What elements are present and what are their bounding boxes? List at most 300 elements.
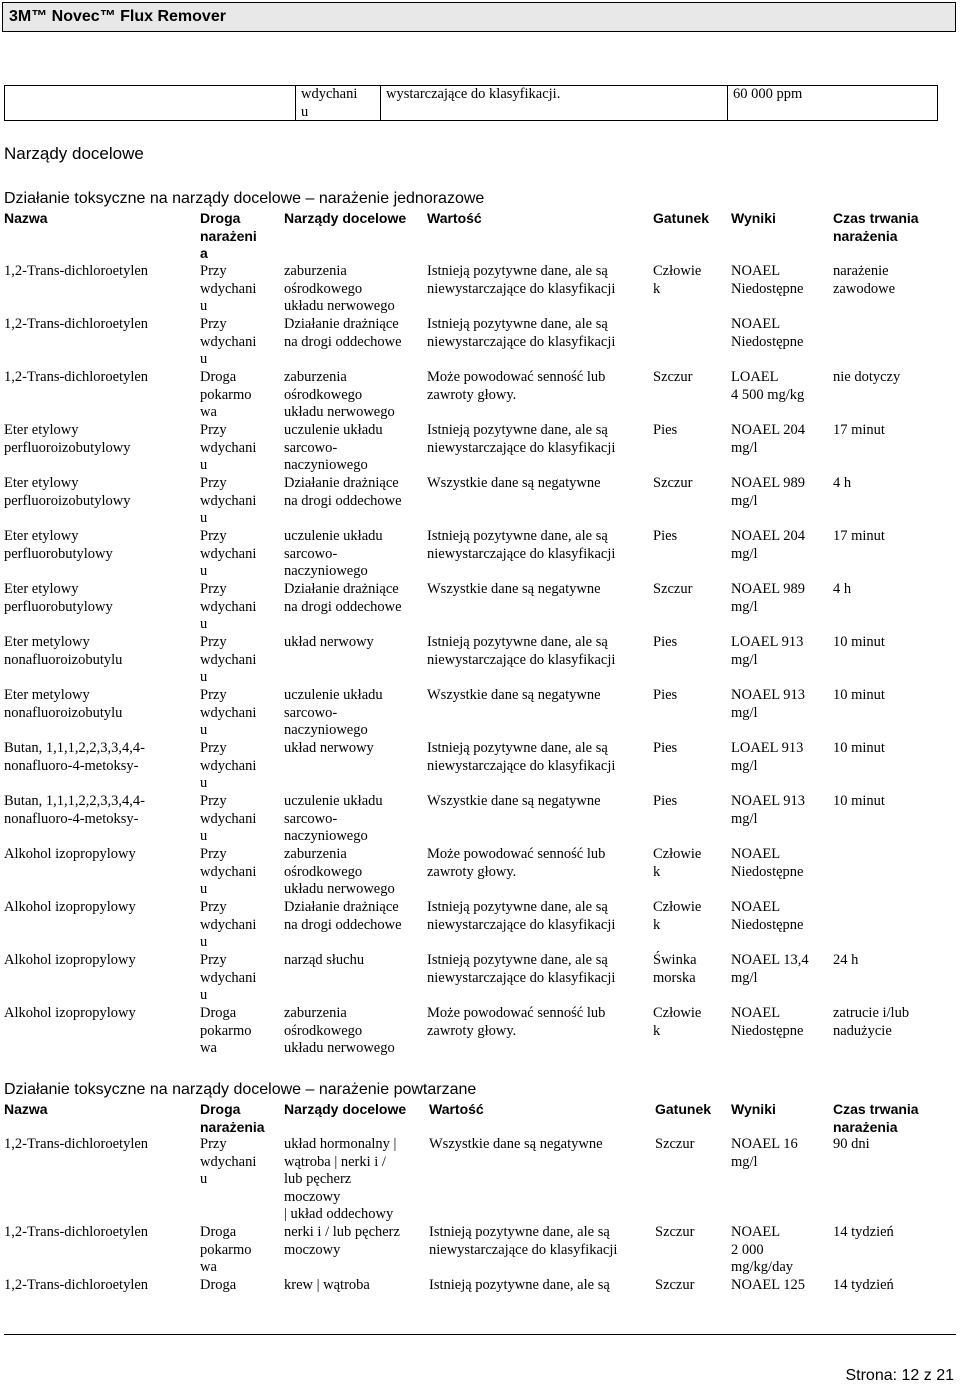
cell-text: zaburzenia ośrodkowego układu nerwowego <box>284 263 395 314</box>
cell-duration <box>833 740 954 793</box>
cell-text: Działanie drażniące na drogi oddechowe <box>284 581 402 615</box>
cell-name <box>4 1277 200 1297</box>
cell-text: 1,2-Trans-dichloroetylen <box>4 263 149 279</box>
cell-text: Może powodować senność lub zawroty głowy. <box>427 846 606 880</box>
cell-target-organ <box>284 1136 429 1224</box>
header-label: Wartość <box>427 210 482 226</box>
header-label: Czas trwania narażenia <box>833 210 919 244</box>
cell-text: 1,2-Trans-dichloroetylen <box>4 316 149 332</box>
cell-text: Droga pokarmo wa <box>200 1005 252 1056</box>
footer-divider <box>4 1334 956 1335</box>
table-row <box>4 581 954 634</box>
cell-text: Wszystkie dane są negatywne <box>429 1136 603 1152</box>
table-row <box>4 846 954 899</box>
cell-text: Istnieją pozytywne dane, ale są niewystarczające do klasyfikacji <box>427 528 616 562</box>
cell-text: Alkohol izopropylowy <box>4 846 136 862</box>
header-label: Wartość <box>429 1101 484 1117</box>
cell-text: uczulenie układu sarcowo- naczyniowego <box>284 793 383 844</box>
cell-duration <box>833 369 954 422</box>
cell-duration <box>833 793 954 846</box>
cell-duration <box>833 1136 954 1224</box>
cell-text: Przy wdychani u <box>200 634 257 685</box>
cell-name <box>4 263 200 316</box>
cell-result <box>731 899 833 952</box>
cell-text: Szczur <box>653 475 693 491</box>
cell-value <box>427 899 653 952</box>
cell-text: NOAEL Niedostępne <box>731 263 804 297</box>
header-route <box>200 1101 284 1136</box>
header-name <box>4 210 200 263</box>
cell-name <box>4 634 200 687</box>
cell-name <box>4 316 200 369</box>
single-exposure-title: Działanie toksyczne na narządy docelowe – narażenie jednorazowe <box>4 190 485 207</box>
cell-route <box>200 952 284 1005</box>
cell-route <box>200 528 284 581</box>
cell-text: Droga pokarmo wa <box>200 369 252 420</box>
cell-text: 10 minut <box>833 793 885 809</box>
cell-text: zaburzenia ośrodkowego układu nerwowego <box>284 1005 395 1056</box>
cell-duration <box>833 475 954 528</box>
cell-route <box>200 899 284 952</box>
header-result <box>731 1101 833 1136</box>
cell-text: NOAEL 2 000 mg/kg/day <box>731 1224 794 1275</box>
cell-species <box>653 846 731 899</box>
cell-species <box>655 1277 731 1297</box>
cell-text: Eter metylowy nonafluoroizobutylu <box>4 687 123 721</box>
cell-text: 1,2-Trans-dichloroetylen <box>4 1277 149 1293</box>
cell-text: NOAEL Niedostępne <box>731 899 804 933</box>
header-label: Wyniki <box>731 210 776 226</box>
cell-text: Człowie k <box>653 846 702 880</box>
table-row <box>4 528 954 581</box>
cell-text: Przy wdychani u <box>200 952 257 1003</box>
cell-name <box>4 899 200 952</box>
single-exposure-table <box>4 210 954 1058</box>
cell-text: Może powodować senność lub zawroty głowy. <box>427 1005 606 1039</box>
cell-text: Przy wdychani u <box>200 740 257 791</box>
document-title: 3M™ Novec™ Flux Remover <box>9 8 226 25</box>
cell-text: Szczur <box>653 581 693 597</box>
cell-text: układ nerwowy <box>284 634 374 650</box>
page-number: Strona: 12 z 21 <box>845 1367 954 1384</box>
cell-route <box>200 740 284 793</box>
cell-target-organ <box>284 1277 429 1297</box>
cell-text: narząd słuchu <box>284 952 365 968</box>
cell-route <box>200 369 284 422</box>
cell-route <box>200 581 284 634</box>
cell-name <box>4 740 200 793</box>
cell-text: Działanie drażniące na drogi oddechowe <box>284 475 402 509</box>
header-duration <box>833 1101 954 1136</box>
cell-duration <box>833 528 954 581</box>
table-row <box>4 952 954 1005</box>
cell-text: Eter metylowy nonafluoroizobutylu <box>4 634 123 668</box>
cell-name <box>4 528 200 581</box>
table-row <box>4 793 954 846</box>
cell-text: NOAEL 913 mg/l <box>731 687 805 721</box>
cell-route <box>200 1005 284 1058</box>
cell-species <box>653 1005 731 1058</box>
cell-text: Wszystkie dane są negatywne <box>427 475 601 491</box>
cell-text: Przy wdychani u <box>200 316 257 367</box>
cell-text: Eter etylowy perfluoroizobutylowy <box>4 475 131 509</box>
cell-text: Eter etylowy perfluoroizobutylowy <box>4 422 131 456</box>
cell-text: Przy wdychani u <box>200 422 257 473</box>
cell-species <box>655 1136 731 1224</box>
cell-text: 17 minut <box>833 422 885 438</box>
cell-result <box>731 475 833 528</box>
cell-duration <box>833 687 954 740</box>
cell-result <box>731 528 833 581</box>
cell-route <box>200 634 284 687</box>
cell-text: Alkohol izopropylowy <box>4 952 136 968</box>
cell-target-organ <box>284 263 427 316</box>
cell-value <box>427 634 653 687</box>
cell-duration <box>833 316 954 369</box>
header-result <box>731 210 833 263</box>
header-label: Nazwa <box>4 1101 48 1117</box>
cell-duration <box>833 1005 954 1058</box>
cell-species <box>653 793 731 846</box>
cell-text: 24 h <box>833 952 859 968</box>
cell-text: 1,2-Trans-dichloroetylen <box>4 1136 149 1152</box>
cell-text: 14 tydzień <box>833 1224 894 1240</box>
cell-text: Alkohol izopropylowy <box>4 1005 136 1021</box>
cell-value <box>429 1277 655 1297</box>
table-row <box>4 1277 954 1297</box>
cell-text: nie dotyczy <box>833 369 901 385</box>
cell-species <box>653 740 731 793</box>
cell-text: NOAEL 989 mg/l <box>731 475 805 509</box>
cell-text: Przy wdychani u <box>200 687 257 738</box>
cell-text: Szczur <box>655 1224 695 1240</box>
cell-text: Człowie k <box>653 263 702 297</box>
cell-text: Wszystkie dane są negatywne <box>427 687 601 703</box>
cell-name <box>4 846 200 899</box>
cell-value <box>427 793 653 846</box>
cell-name <box>4 422 200 475</box>
cell-target-organ <box>284 740 427 793</box>
header-label: Narządy docelowe <box>284 1101 407 1117</box>
cell-target-organ <box>284 846 427 899</box>
table-header-row <box>4 1101 954 1136</box>
cell-text: Szczur <box>655 1136 695 1152</box>
cell-species <box>655 1224 731 1277</box>
cell-text: Pies <box>653 740 678 756</box>
cell-route <box>200 793 284 846</box>
cell-duration <box>833 422 954 475</box>
table-row <box>4 316 954 369</box>
header-label: Czas trwania narażenia <box>833 1101 919 1135</box>
cell-result <box>731 952 833 1005</box>
cell-duration <box>833 899 954 952</box>
cell-result <box>731 369 833 422</box>
cell-target-organ <box>284 793 427 846</box>
cell-text: zaburzenia ośrodkowego układu nerwowego <box>284 846 395 897</box>
cell-target-organ <box>284 475 427 528</box>
cell-text: Istnieją pozytywne dane, ale są niewystarczające do klasyfikacji <box>427 952 616 986</box>
cell-species <box>653 475 731 528</box>
cell-text: 10 minut <box>833 740 885 756</box>
header-species <box>653 210 731 263</box>
cell-text: 10 minut <box>833 687 885 703</box>
repeated-exposure-table <box>4 1101 954 1297</box>
cell-value <box>427 740 653 793</box>
cell-text: Istnieją pozytywne dane, ale są niewystarczające do klasyfikacji <box>427 740 616 774</box>
column-divider <box>380 86 381 120</box>
cell-value <box>427 1005 653 1058</box>
cell-text: układ nerwowy <box>284 740 374 756</box>
cell-text: Pies <box>653 687 678 703</box>
cell-text: LOAEL 913 mg/l <box>731 740 804 774</box>
cell-text: Butan, 1,1,1,2,2,3,3,4,4- nonafluoro-4-metoksy- <box>4 793 145 827</box>
table-row <box>4 1136 954 1224</box>
cell-route <box>200 1136 284 1224</box>
cell-result <box>731 1277 833 1297</box>
cell-name <box>4 793 200 846</box>
header-label: Wyniki <box>731 1101 776 1117</box>
cell-target-organ <box>284 528 427 581</box>
cell-text: Może powodować senność lub zawroty głowy. <box>427 369 606 403</box>
header-label: Narządy docelowe <box>284 210 407 226</box>
cell-value <box>427 316 653 369</box>
table-row <box>4 687 954 740</box>
cell-value <box>427 369 653 422</box>
header-value <box>429 1101 655 1136</box>
cell-name <box>4 1005 200 1058</box>
cell-text: LOAEL 913 mg/l <box>731 634 804 668</box>
cell-text: Przy wdychani u <box>200 793 257 844</box>
cell-text: 90 dni <box>833 1136 870 1152</box>
cell-name <box>4 581 200 634</box>
cell-target-organ <box>284 369 427 422</box>
cell-text: 14 tydzień <box>833 1277 894 1293</box>
cell-text: Pies <box>653 422 678 438</box>
cell-text: Pies <box>653 634 678 650</box>
cell-text: Istnieją pozytywne dane, ale są niewystarczające do klasyfikacji <box>427 263 616 297</box>
cell-name <box>4 475 200 528</box>
cell-name <box>4 1136 200 1224</box>
cell-text: NOAEL Niedostępne <box>731 316 804 350</box>
cell-text: NOAEL 13,4 mg/l <box>731 952 809 986</box>
cell-result <box>731 581 833 634</box>
cell-text: Pies <box>653 528 678 544</box>
cell-text: Przy wdychani u <box>200 528 257 579</box>
cell-duration <box>833 1277 954 1297</box>
cell-result <box>731 634 833 687</box>
cell-target-organ <box>284 1005 427 1058</box>
cell-value <box>427 528 653 581</box>
table-row <box>4 1005 954 1058</box>
table-row <box>4 263 954 316</box>
cell-text: zaburzenia ośrodkowego układu nerwowego <box>284 369 395 420</box>
cell-text: Przy wdychani u <box>200 475 257 526</box>
value-cell: wystarczające do klasyfikacji. <box>386 86 561 102</box>
cell-target-organ <box>284 899 427 952</box>
cell-result <box>731 263 833 316</box>
cell-text: NOAEL 16 mg/l <box>731 1136 798 1170</box>
cell-text: Istnieją pozytywne dane, ale są <box>429 1277 610 1293</box>
cell-species <box>653 581 731 634</box>
cell-duration <box>833 634 954 687</box>
cell-text: Przy wdychani u <box>200 581 257 632</box>
table-row <box>4 369 954 422</box>
cell-text: Eter etylowy perfluorobutylowy <box>4 528 113 562</box>
repeated-exposure-title: Działanie toksyczne na narządy docelowe – narażenie powtarzane <box>4 1081 477 1098</box>
cell-text: układ hormonalny | wątroba | nerki i / lub pęcherz moczowy | układ oddechowy <box>284 1136 397 1222</box>
cell-value <box>427 263 653 316</box>
cell-target-organ <box>284 634 427 687</box>
cell-text: uczulenie układu sarcowo- naczyniowego <box>284 687 383 738</box>
cell-text: Przy wdychani u <box>200 1136 257 1187</box>
header-duration <box>833 210 954 263</box>
cell-result <box>731 422 833 475</box>
cell-result <box>731 1136 833 1224</box>
cell-name <box>4 1224 200 1277</box>
cell-name <box>4 952 200 1005</box>
cell-text: 1,2-Trans-dichloroetylen <box>4 1224 149 1240</box>
cell-value <box>427 422 653 475</box>
cell-route <box>200 1224 284 1277</box>
header-label: Droga narażeni a <box>200 210 257 261</box>
cell-text: Wszystkie dane są negatywne <box>427 581 601 597</box>
result-cell: 60 000 ppm <box>733 86 803 102</box>
cell-text: Świnka morska <box>653 952 697 986</box>
cell-result <box>731 316 833 369</box>
cell-result <box>731 846 833 899</box>
cell-route <box>200 316 284 369</box>
table-row <box>4 740 954 793</box>
cell-text: NOAEL 913 mg/l <box>731 793 805 827</box>
cell-species <box>653 687 731 740</box>
cell-text: 1,2-Trans-dichloroetylen <box>4 369 149 385</box>
cell-text: Butan, 1,1,1,2,2,3,3,4,4- nonafluoro-4-metoksy- <box>4 740 145 774</box>
cell-species <box>653 528 731 581</box>
cell-text: Alkohol izopropylowy <box>4 899 136 915</box>
cell-route <box>200 263 284 316</box>
cell-text: Istnieją pozytywne dane, ale są niewystarczające do klasyfikacji <box>427 634 616 668</box>
header-label: Nazwa <box>4 210 48 226</box>
cell-text: Istnieją pozytywne dane, ale są niewystarczające do klasyfikacji <box>429 1224 618 1258</box>
header-label: Gatunek <box>655 1101 712 1117</box>
cell-text: Eter etylowy perfluorobutylowy <box>4 581 113 615</box>
table-header-row <box>4 210 954 263</box>
cell-species <box>653 316 731 369</box>
cell-route <box>200 687 284 740</box>
cell-text: nerki i / lub pęcherz moczowy <box>284 1224 400 1258</box>
cell-result <box>731 793 833 846</box>
header-name <box>4 1101 200 1136</box>
cell-species <box>653 634 731 687</box>
cell-species <box>653 899 731 952</box>
cell-duration <box>833 846 954 899</box>
cell-text: krew | wątroba <box>284 1277 370 1293</box>
cell-target-organ <box>284 316 427 369</box>
document-header-bar <box>2 2 956 32</box>
continued-table-row <box>4 85 938 121</box>
cell-target-organ <box>284 1224 429 1277</box>
cell-target-organ <box>284 687 427 740</box>
cell-text: NOAEL 204 mg/l <box>731 422 805 456</box>
cell-text: Przy wdychani u <box>200 263 257 314</box>
cell-text: Szczur <box>655 1277 695 1293</box>
table-row <box>4 422 954 475</box>
cell-text: uczulenie układu sarcowo- naczyniowego <box>284 422 383 473</box>
header-species <box>655 1101 731 1136</box>
cell-text: Działanie drażniące na drogi oddechowe <box>284 899 402 933</box>
header-value <box>427 210 653 263</box>
cell-result <box>731 687 833 740</box>
cell-species <box>653 263 731 316</box>
cell-text: 10 minut <box>833 634 885 650</box>
header-label: Gatunek <box>653 210 710 226</box>
cell-text: Człowie k <box>653 1005 702 1039</box>
cell-target-organ <box>284 422 427 475</box>
cell-species <box>653 369 731 422</box>
cell-route <box>200 1277 284 1297</box>
cell-species <box>653 422 731 475</box>
column-divider <box>295 86 296 120</box>
cell-value <box>427 687 653 740</box>
cell-value <box>427 581 653 634</box>
table-row <box>4 634 954 687</box>
cell-text: NOAEL 989 mg/l <box>731 581 805 615</box>
header-target-organ <box>284 210 427 263</box>
cell-text: Działanie drażniące na drogi oddechowe <box>284 316 402 350</box>
cell-text: Istnieją pozytywne dane, ale są niewystarczające do klasyfikacji <box>427 899 616 933</box>
cell-value <box>427 475 653 528</box>
cell-route <box>200 846 284 899</box>
cell-duration <box>833 581 954 634</box>
cell-text: Człowie k <box>653 899 702 933</box>
cell-duration <box>833 263 954 316</box>
cell-result <box>731 740 833 793</box>
cell-text: Szczur <box>653 369 693 385</box>
cell-text: Istnieją pozytywne dane, ale są niewystarczające do klasyfikacji <box>427 422 616 456</box>
cell-text: Droga pokarmo wa <box>200 1224 252 1275</box>
cell-text: uczulenie układu sarcowo- naczyniowego <box>284 528 383 579</box>
cell-text: NOAEL Niedostępne <box>731 1005 804 1039</box>
cell-species <box>653 952 731 1005</box>
cell-text: LOAEL 4 500 mg/kg <box>731 369 805 403</box>
cell-text: Istnieją pozytywne dane, ale są niewystarczające do klasyfikacji <box>427 316 616 350</box>
cell-value <box>429 1224 655 1277</box>
cell-target-organ <box>284 952 427 1005</box>
cell-text: zatrucie i/lub nadużycie <box>833 1005 910 1039</box>
cell-name <box>4 369 200 422</box>
cell-duration <box>833 952 954 1005</box>
header-label: Droga narażenia <box>200 1101 265 1135</box>
cell-text: NOAEL 204 mg/l <box>731 528 805 562</box>
cell-text: NOAEL Niedostępne <box>731 846 804 880</box>
cell-result <box>731 1224 833 1277</box>
route-cell: wdychani u <box>301 86 358 120</box>
cell-route <box>200 422 284 475</box>
column-divider <box>727 86 728 120</box>
cell-text: Wszystkie dane są negatywne <box>427 793 601 809</box>
cell-text: narażenie zawodowe <box>833 263 896 297</box>
section-title: Narządy docelowe <box>4 144 144 163</box>
cell-value <box>427 846 653 899</box>
cell-text: Przy wdychani u <box>200 846 257 897</box>
table-row <box>4 475 954 528</box>
cell-route <box>200 475 284 528</box>
cell-result <box>731 1005 833 1058</box>
cell-text: Pies <box>653 793 678 809</box>
cell-value <box>429 1136 655 1224</box>
cell-name <box>4 687 200 740</box>
cell-target-organ <box>284 581 427 634</box>
